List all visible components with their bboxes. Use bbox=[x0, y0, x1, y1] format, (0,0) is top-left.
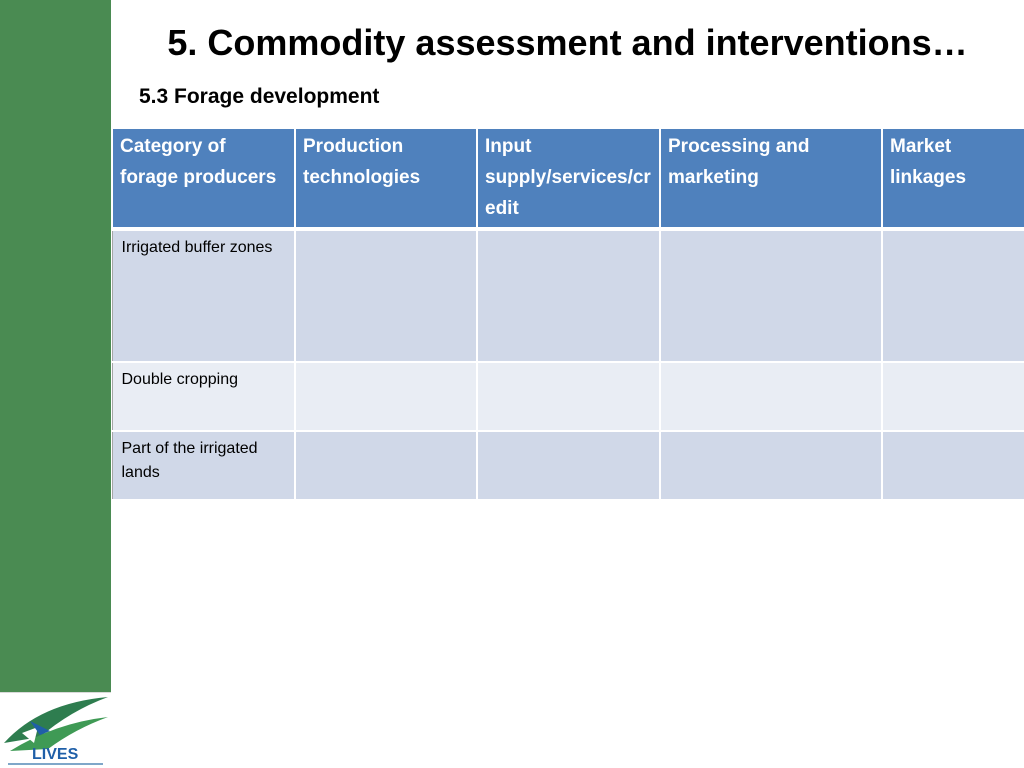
column-header: Category of forage producers bbox=[112, 128, 295, 229]
lives-logo bbox=[0, 692, 111, 768]
section-subtitle: 5.3 Forage development bbox=[139, 85, 380, 108]
table-header-row bbox=[112, 128, 1024, 229]
page-title: 5. Commodity assessment and interventions… bbox=[167, 22, 968, 63]
table-cell bbox=[477, 229, 660, 362]
table-cell bbox=[882, 229, 1024, 362]
column-header: Market linkages bbox=[882, 128, 1024, 229]
table-cell bbox=[295, 362, 477, 431]
table-row bbox=[112, 229, 1024, 362]
column-header: Input supply/services/credit bbox=[477, 128, 660, 229]
table-cell bbox=[882, 362, 1024, 431]
table-cell bbox=[477, 431, 660, 500]
table-cell bbox=[882, 431, 1024, 500]
forage-table bbox=[111, 127, 1024, 501]
table-cell bbox=[477, 362, 660, 431]
column-header: Processing and marketing bbox=[660, 128, 882, 229]
column-header: Production technologies bbox=[295, 128, 477, 229]
table-cell: Irrigated buffer zones bbox=[112, 229, 295, 362]
table-row bbox=[112, 431, 1024, 500]
table-cell: Part of the irrigated lands bbox=[112, 431, 295, 500]
table-cell bbox=[660, 431, 882, 500]
table-cell: Double cropping bbox=[112, 362, 295, 431]
table-cell bbox=[295, 431, 477, 500]
logo-text: LIVES bbox=[32, 746, 79, 763]
lives-logo-icon bbox=[0, 693, 111, 768]
table-cell bbox=[660, 362, 882, 431]
table-row bbox=[112, 362, 1024, 431]
sidebar-band bbox=[0, 0, 111, 768]
table-cell bbox=[295, 229, 477, 362]
table-cell bbox=[660, 229, 882, 362]
